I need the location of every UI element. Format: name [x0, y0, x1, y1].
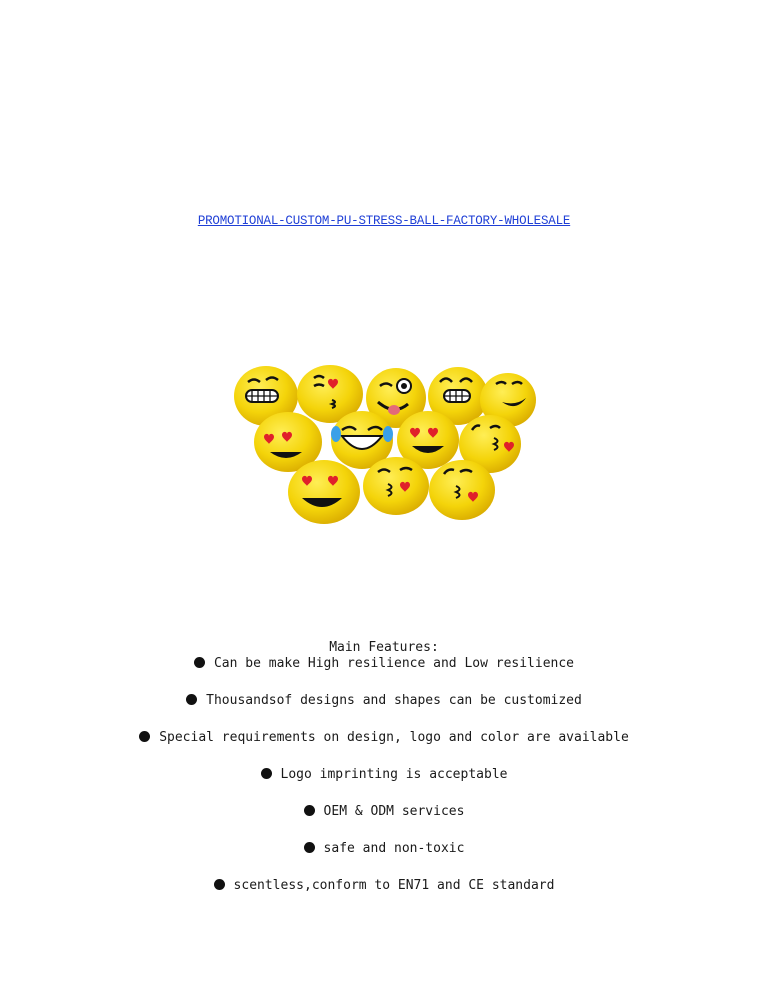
- feature-item: [0, 841, 768, 878]
- feature-text: Special requirements on design, logo and color are available: [159, 730, 629, 745]
- feature-text: Logo imprinting is acceptable: [280, 767, 508, 782]
- feature-item: [0, 767, 768, 804]
- feature-item: [0, 804, 768, 841]
- features-heading: Main Features:: [329, 640, 439, 655]
- feature-text: Can be make High resilience and Low resilience: [213, 656, 575, 671]
- ball-heart-eyes-big: [288, 460, 360, 524]
- feature-text: OEM & ODM services: [323, 804, 465, 819]
- product-title-link[interactable]: PROMOTIONAL-CUSTOM-PU-STRESS-BALL-FACTORY-WHOLESALE: [197, 214, 571, 228]
- bullet-icon: [194, 657, 205, 668]
- feature-item: [0, 693, 768, 730]
- feature-text: scentless,conform to EN71 and CE standard: [233, 878, 555, 893]
- feature-text: Thousandsof designs and shapes can be customized: [206, 693, 582, 708]
- bullet-icon: [304, 842, 315, 853]
- bullet-icon: [186, 694, 197, 705]
- feature-item: [0, 878, 768, 915]
- features-list: [0, 656, 768, 915]
- bullet-icon: [214, 879, 225, 890]
- bullet-icon: [139, 731, 150, 742]
- bullet-icon: [261, 768, 272, 779]
- stress-balls-image: [228, 364, 540, 526]
- ball-kiss-wink: [363, 457, 429, 515]
- feature-item: [0, 730, 768, 767]
- main-features: [0, 640, 768, 915]
- feature-item: [0, 656, 768, 693]
- ball-kiss-wink-2: [429, 460, 495, 520]
- feature-text: safe and non-toxic: [323, 841, 465, 856]
- bullet-icon: [304, 805, 315, 816]
